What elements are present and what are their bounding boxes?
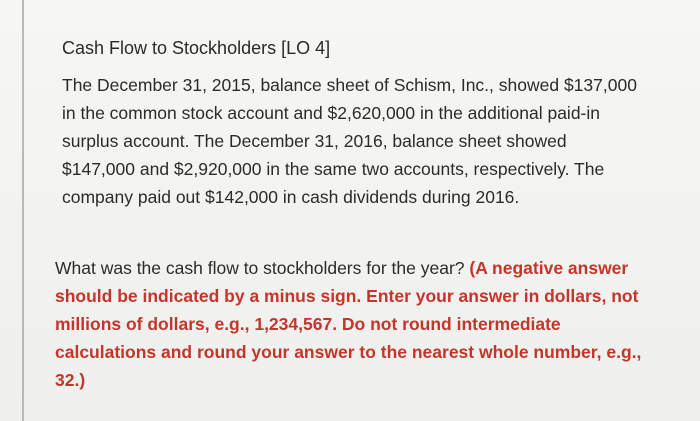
content-border [22,0,24,421]
question-prompt: What was the cash flow to stockholders for the year? [55,258,465,278]
question-prompt-block [55,254,655,394]
question-body: The December 31, 2015, balance sheet of Schism, Inc., showed $137,000 in the common stock account and $2,620,000 in the additional paid-in surplus account. The December 31, 2016, balance sheet showed $147,000 and $2,920,000 in the same two accounts, respectively. The company paid out $142,000 in cash dividends during 2016. [62,75,637,207]
answer-instructions: (A negative answer should be indicated by a minus sign. Enter your answer in dollars, not millions of dollars, e.g., 1,234,567. Do not round intermediate calculations and round your answer to the nearest whole number, e.g., 32.) [55,258,642,390]
question-title: Cash Flow to Stockholders [LO 4] [62,38,331,58]
